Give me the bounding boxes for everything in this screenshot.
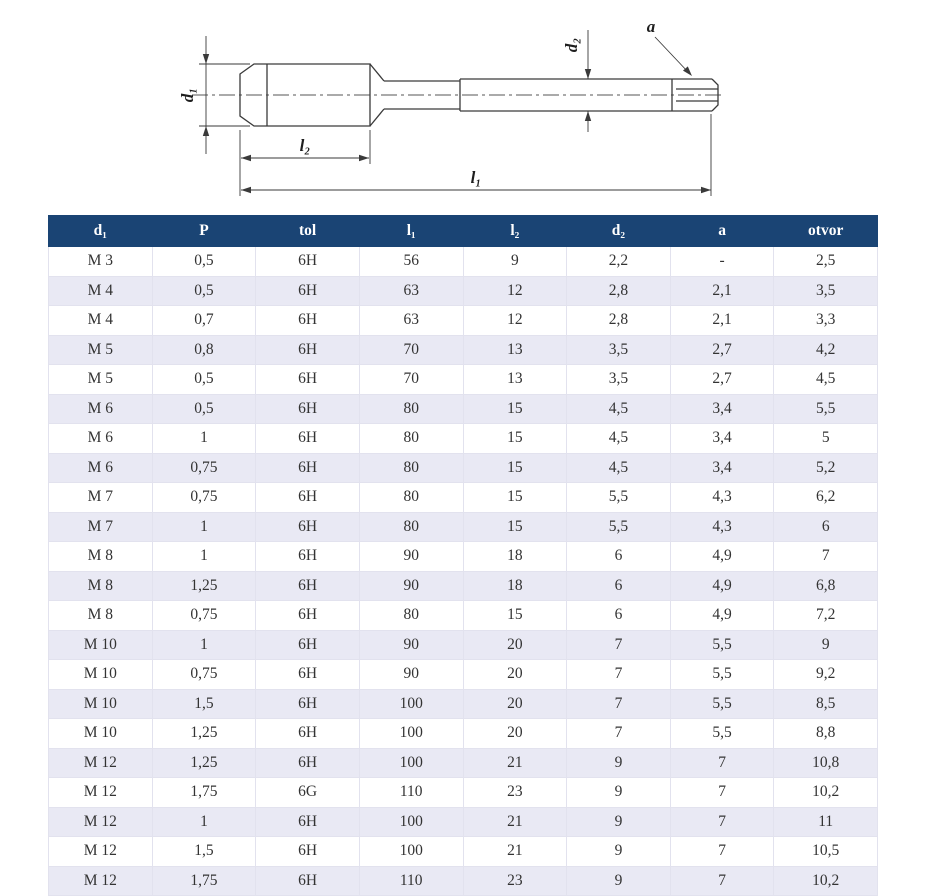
table-cell: 56: [359, 247, 463, 277]
table-cell: 13: [463, 335, 567, 365]
table-cell: 12: [463, 306, 567, 336]
table-cell: 2,5: [774, 247, 878, 277]
table-cell: 23: [463, 778, 567, 808]
table-cell: 1: [152, 512, 256, 542]
table-cell: 0,5: [152, 394, 256, 424]
table-cell: 9: [567, 778, 671, 808]
table-cell: 15: [463, 483, 567, 513]
table-cell: 1: [152, 807, 256, 837]
column-header: l₁: [359, 216, 463, 247]
table-cell: 2,2: [567, 247, 671, 277]
table-cell: M 12: [49, 866, 153, 896]
table-row: [49, 542, 878, 572]
table-cell: M 6: [49, 453, 153, 483]
table-row: [49, 276, 878, 306]
column-header: l₂: [463, 216, 567, 247]
table-cell: 110: [359, 866, 463, 896]
table-cell: M 4: [49, 276, 153, 306]
table-cell: 6: [567, 601, 671, 631]
table-cell: 10,2: [774, 866, 878, 896]
table-cell: 0,5: [152, 276, 256, 306]
table-cell: 4,5: [567, 394, 671, 424]
table-cell: 1,25: [152, 571, 256, 601]
d2-arrow-bottom: [585, 111, 591, 121]
table-cell: 0,5: [152, 247, 256, 277]
table-cell: 1,75: [152, 778, 256, 808]
table-cell: 15: [463, 424, 567, 454]
table-cell: 6H: [256, 689, 360, 719]
table-cell: 5: [774, 424, 878, 454]
d1-arrow-top: [203, 54, 209, 64]
table-cell: 6G: [256, 778, 360, 808]
table-cell: 7: [567, 660, 671, 690]
l1-arrow-right: [701, 187, 711, 193]
table-cell: M 6: [49, 394, 153, 424]
table-row: [49, 306, 878, 336]
table-cell: M 10: [49, 660, 153, 690]
table-row: [49, 365, 878, 395]
table-cell: 23: [463, 866, 567, 896]
column-header: P: [152, 216, 256, 247]
table-cell: 15: [463, 512, 567, 542]
table-cell: 5,5: [567, 512, 671, 542]
table-cell: M 5: [49, 335, 153, 365]
table-cell: 3,5: [567, 335, 671, 365]
table-cell: 0,8: [152, 335, 256, 365]
table-cell: 7: [567, 719, 671, 749]
table-cell: 4,3: [670, 512, 774, 542]
tap-dimensions-table: [48, 215, 878, 896]
table-cell: 80: [359, 453, 463, 483]
table-cell: 6: [774, 512, 878, 542]
table-cell: 20: [463, 630, 567, 660]
table-cell: 4,5: [567, 424, 671, 454]
table-cell: 6: [567, 571, 671, 601]
a-leader-line: [655, 37, 689, 73]
table-row: [49, 630, 878, 660]
table-cell: 7: [567, 630, 671, 660]
table-cell: 6H: [256, 866, 360, 896]
neck-taper-bottom: [370, 109, 384, 126]
table-cell: 5,2: [774, 453, 878, 483]
table-cell: 3,4: [670, 453, 774, 483]
table-cell: 1: [152, 630, 256, 660]
table-cell: M 4: [49, 306, 153, 336]
table-row: [49, 424, 878, 454]
table-cell: 0,7: [152, 306, 256, 336]
table-cell: 0,75: [152, 601, 256, 631]
table-cell: 63: [359, 306, 463, 336]
table-cell: 100: [359, 748, 463, 778]
table-cell: 0,75: [152, 453, 256, 483]
neck-taper-top: [370, 64, 384, 81]
column-header: a: [670, 216, 774, 247]
table-row: [49, 719, 878, 749]
table-cell: 6H: [256, 512, 360, 542]
table-cell: M 8: [49, 571, 153, 601]
table-cell: M 10: [49, 630, 153, 660]
table-cell: 5,5: [774, 394, 878, 424]
table-row: [49, 807, 878, 837]
table-cell: 100: [359, 689, 463, 719]
table-row: [49, 689, 878, 719]
table-cell: 1,5: [152, 689, 256, 719]
table-cell: M 12: [49, 837, 153, 867]
table-cell: 80: [359, 512, 463, 542]
d2-arrow-top: [585, 69, 591, 79]
table-cell: 100: [359, 719, 463, 749]
table-cell: 6H: [256, 660, 360, 690]
table-cell: 1: [152, 424, 256, 454]
table-cell: 8,8: [774, 719, 878, 749]
table-row: [49, 247, 878, 277]
table-header-row: [49, 216, 878, 247]
table-cell: 0,5: [152, 365, 256, 395]
l2-arrow-right: [359, 155, 369, 161]
table-cell: 7: [670, 778, 774, 808]
table-cell: 2,1: [670, 306, 774, 336]
table-cell: 5,5: [567, 483, 671, 513]
table-cell: 6H: [256, 394, 360, 424]
table-cell: M 8: [49, 601, 153, 631]
table-cell: 70: [359, 335, 463, 365]
table-cell: 3,3: [774, 306, 878, 336]
table-cell: 11: [774, 807, 878, 837]
table-cell: 1: [152, 542, 256, 572]
table-cell: 80: [359, 394, 463, 424]
table-cell: 6H: [256, 483, 360, 513]
table-cell: 2,1: [670, 276, 774, 306]
table-cell: 4,5: [774, 365, 878, 395]
table-cell: 7: [670, 837, 774, 867]
table-cell: M 7: [49, 483, 153, 513]
table-cell: 4,3: [670, 483, 774, 513]
table-cell: 21: [463, 837, 567, 867]
table-cell: 6,2: [774, 483, 878, 513]
table-row: [49, 660, 878, 690]
table-cell: 5,5: [670, 660, 774, 690]
table-cell: 20: [463, 660, 567, 690]
table-cell: 80: [359, 424, 463, 454]
table-cell: 6: [567, 542, 671, 572]
table-cell: 90: [359, 630, 463, 660]
table-cell: 70: [359, 365, 463, 395]
table-cell: 7: [774, 542, 878, 572]
l2-arrow-left: [241, 155, 251, 161]
tap-technical-drawing: [0, 0, 925, 215]
table-cell: 100: [359, 807, 463, 837]
table-cell: 9: [567, 748, 671, 778]
dim-label-l1: l₁: [470, 168, 482, 187]
table-cell: 110: [359, 778, 463, 808]
table-cell: 90: [359, 571, 463, 601]
table-cell: 0,75: [152, 660, 256, 690]
dim-label-d2: d₂: [562, 37, 581, 53]
table-cell: 4,5: [567, 453, 671, 483]
table-cell: 4,9: [670, 571, 774, 601]
table-cell: M 6: [49, 424, 153, 454]
table-cell: 20: [463, 689, 567, 719]
d1-arrow-bottom: [203, 126, 209, 136]
table-cell: M 10: [49, 719, 153, 749]
table-row: [49, 866, 878, 896]
table-cell: 6H: [256, 276, 360, 306]
table-cell: 7: [567, 689, 671, 719]
table-cell: 6H: [256, 630, 360, 660]
table-cell: 10,5: [774, 837, 878, 867]
table-row: [49, 512, 878, 542]
table-cell: 2,8: [567, 276, 671, 306]
table-cell: 9: [567, 837, 671, 867]
table-cell: 10,2: [774, 778, 878, 808]
table-cell: 6H: [256, 748, 360, 778]
table-row: [49, 778, 878, 808]
dim-label-d1: d₁: [178, 87, 197, 103]
table-cell: 80: [359, 601, 463, 631]
table-cell: 15: [463, 453, 567, 483]
table-cell: 7: [670, 748, 774, 778]
table-cell: 6H: [256, 571, 360, 601]
table-cell: M 3: [49, 247, 153, 277]
table-row: [49, 571, 878, 601]
table-cell: 80: [359, 483, 463, 513]
table-cell: 9,2: [774, 660, 878, 690]
dim-label-a: a: [646, 17, 656, 36]
table-cell: 6H: [256, 807, 360, 837]
table-cell: 5,5: [670, 719, 774, 749]
table-cell: 12: [463, 276, 567, 306]
column-header: tol: [256, 216, 360, 247]
table-cell: 20: [463, 719, 567, 749]
table-cell: 6H: [256, 335, 360, 365]
table-cell: 6H: [256, 601, 360, 631]
table-cell: 8,5: [774, 689, 878, 719]
table-row: [49, 748, 878, 778]
table-cell: M 5: [49, 365, 153, 395]
column-header: d₂: [567, 216, 671, 247]
table-cell: M 8: [49, 542, 153, 572]
table-cell: 4,2: [774, 335, 878, 365]
table-row: [49, 837, 878, 867]
table-cell: 21: [463, 748, 567, 778]
table-body: [49, 247, 878, 896]
table-cell: M 12: [49, 807, 153, 837]
table-cell: 6H: [256, 542, 360, 572]
table-cell: 9: [567, 807, 671, 837]
table-cell: 90: [359, 542, 463, 572]
table-cell: 15: [463, 601, 567, 631]
table-cell: 1,25: [152, 748, 256, 778]
table-row: [49, 483, 878, 513]
table-row: [49, 601, 878, 631]
table-row: [49, 335, 878, 365]
table-cell: 5,5: [670, 689, 774, 719]
table-cell: M 12: [49, 748, 153, 778]
table-cell: 4,9: [670, 601, 774, 631]
column-header: otvor: [774, 216, 878, 247]
table-cell: 7: [670, 866, 774, 896]
table-cell: 2,8: [567, 306, 671, 336]
table-cell: 3,4: [670, 394, 774, 424]
table-cell: 63: [359, 276, 463, 306]
table-cell: 4,9: [670, 542, 774, 572]
table-cell: 9: [774, 630, 878, 660]
table-cell: 6,8: [774, 571, 878, 601]
table-cell: 15: [463, 394, 567, 424]
table-cell: 13: [463, 365, 567, 395]
table-cell: 2,7: [670, 335, 774, 365]
table-cell: 10,8: [774, 748, 878, 778]
column-header: d₁: [49, 216, 153, 247]
table-cell: M 10: [49, 689, 153, 719]
table-cell: 6H: [256, 837, 360, 867]
table-cell: M 7: [49, 512, 153, 542]
table-cell: 0,75: [152, 483, 256, 513]
table-cell: 3,4: [670, 424, 774, 454]
table-cell: 100: [359, 837, 463, 867]
table-cell: 6H: [256, 365, 360, 395]
table-cell: 90: [359, 660, 463, 690]
table-cell: 9: [463, 247, 567, 277]
table-cell: 6H: [256, 453, 360, 483]
table-row: [49, 394, 878, 424]
table-cell: 5,5: [670, 630, 774, 660]
tap-diagram-svg: [0, 0, 925, 215]
table-cell: 6H: [256, 306, 360, 336]
table-cell: 6H: [256, 247, 360, 277]
table-cell: 7,2: [774, 601, 878, 631]
table-cell: 1,75: [152, 866, 256, 896]
table-cell: 18: [463, 542, 567, 572]
table-cell: 2,7: [670, 365, 774, 395]
table-cell: 9: [567, 866, 671, 896]
table-cell: 21: [463, 807, 567, 837]
table-cell: 1,25: [152, 719, 256, 749]
dim-label-l2: l₂: [299, 136, 311, 155]
table-cell: 1,5: [152, 837, 256, 867]
table-cell: 7: [670, 807, 774, 837]
l1-arrow-left: [241, 187, 251, 193]
table-cell: 6H: [256, 424, 360, 454]
table-cell: M 12: [49, 778, 153, 808]
table-row: [49, 453, 878, 483]
table-cell: 3,5: [774, 276, 878, 306]
table-cell: -: [670, 247, 774, 277]
table-cell: 3,5: [567, 365, 671, 395]
table-cell: 6H: [256, 719, 360, 749]
table-cell: 18: [463, 571, 567, 601]
